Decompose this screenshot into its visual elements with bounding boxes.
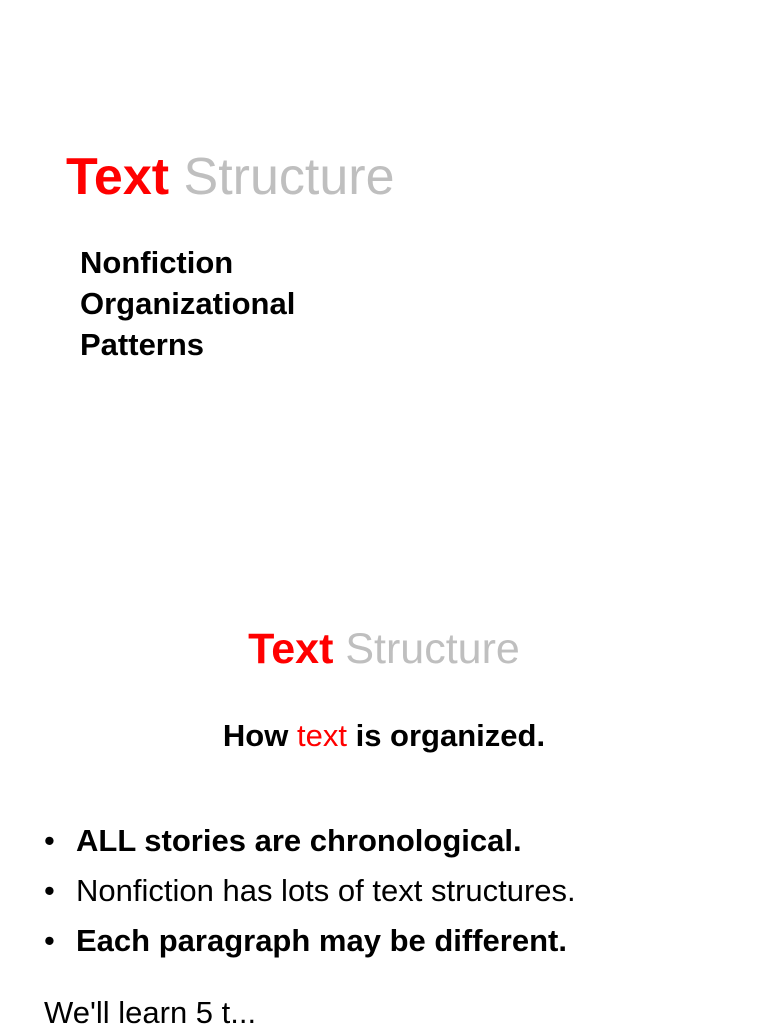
- title-rest-word: Structure: [345, 625, 520, 673]
- slide-2-tagline: [0, 716, 768, 756]
- bullet-text: Nonfiction has lots of text structures.: [76, 873, 576, 908]
- tagline-accent: text: [296, 718, 347, 753]
- title-rest-word: Structure: [183, 148, 395, 206]
- tagline-before: How: [222, 718, 289, 753]
- bullet-text: ALL stories are chronological.: [76, 823, 522, 858]
- list-item: [44, 866, 744, 916]
- subtitle-line: Nonfiction: [80, 245, 234, 280]
- bullet-icon: •: [44, 873, 55, 908]
- slide-2: [0, 576, 768, 1024]
- bullet-icon: •: [44, 823, 55, 858]
- bullet-icon: •: [44, 923, 55, 958]
- slide-1-subtitle: [80, 242, 295, 365]
- list-item: [44, 916, 744, 966]
- subtitle-line: Organizational: [80, 286, 296, 321]
- tagline-after: is organized.: [355, 718, 546, 753]
- cut-off-text-line: We'll learn 5 t...: [44, 995, 257, 1024]
- subtitle-line: Patterns: [80, 327, 205, 362]
- title-accent-word: Text: [248, 625, 334, 673]
- list-item: [44, 816, 744, 866]
- slide-2-title: [0, 616, 768, 682]
- bullet-text: Each paragraph may be different.: [76, 923, 567, 958]
- title-accent-word: Text: [66, 148, 170, 206]
- bullet-list: [44, 816, 744, 966]
- slide-1-title: [66, 142, 395, 212]
